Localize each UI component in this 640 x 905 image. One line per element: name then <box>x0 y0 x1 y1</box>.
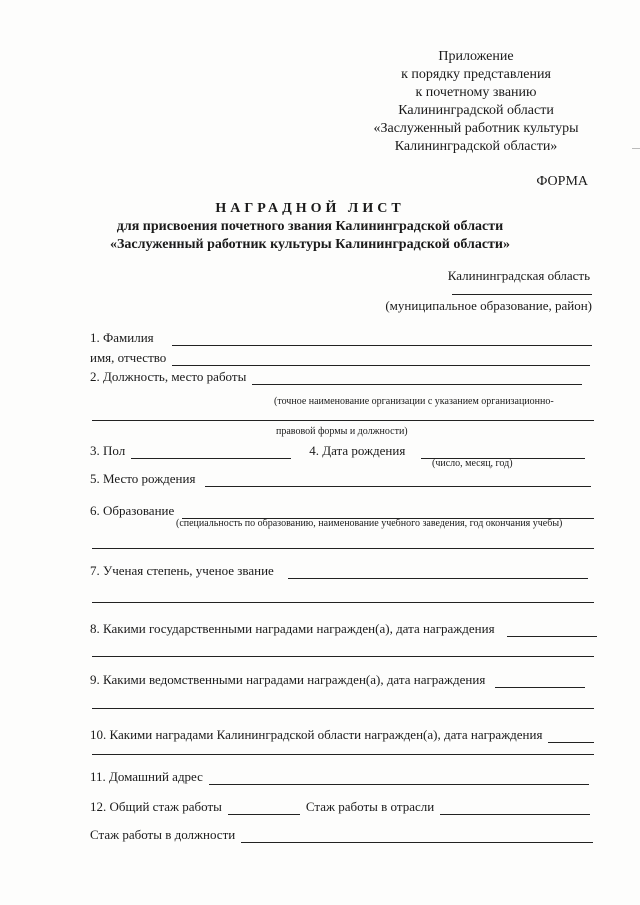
degree-field-2[interactable] <box>92 602 594 603</box>
region-hint: (муниципальное образование, район) <box>385 298 592 313</box>
title-main: НАГРАДНОЙ ЛИСТ <box>215 201 405 216</box>
position-field-2[interactable] <box>92 420 594 421</box>
name-row <box>90 350 590 366</box>
degree-field[interactable] <box>288 566 588 579</box>
departmental-awards-field[interactable] <box>495 675 585 688</box>
departmental-awards-label: 9. Какими ведомственными наградами награжден(а), дата награждения <box>90 672 486 687</box>
position-experience-label: Стаж работы в должности <box>90 827 236 842</box>
education-label: 6. Образование <box>90 503 175 518</box>
position-experience-field[interactable] <box>241 830 593 843</box>
departmental-awards-row <box>90 672 585 688</box>
name-field[interactable] <box>172 353 590 366</box>
position-experience-row <box>90 827 593 843</box>
regional-awards-field[interactable] <box>548 730 594 743</box>
gender-field[interactable] <box>131 446 291 459</box>
appendix-line: «Заслуженный работник культуры <box>373 121 579 136</box>
appendix-line: к порядку представления <box>401 67 551 82</box>
state-awards-label: 8. Какими государственными наградами награжден(а), дата награждения <box>90 621 495 636</box>
title-subtitle-2: «Заслуженный работник культуры Калининградской области» <box>110 237 510 252</box>
position-field[interactable] <box>252 372 582 385</box>
appendix-line: Калининградской области» <box>394 139 558 154</box>
position-label: 2. Должность, место работы <box>90 369 247 384</box>
name-label: имя, отчество <box>90 350 167 365</box>
home-address-row <box>90 769 589 785</box>
birth-date-label: 4. Дата рождения <box>309 443 406 458</box>
birth-place-field[interactable] <box>205 474 591 487</box>
document-title <box>60 200 560 254</box>
appendix-line: Приложение <box>438 49 514 64</box>
scan-edge-mark <box>632 148 640 149</box>
degree-row <box>90 563 588 579</box>
surname-field[interactable] <box>172 333 592 346</box>
regional-awards-label: 10. Какими наградами Калининградской области награжден(а), дата награждения <box>90 727 543 742</box>
surname-label: 1. Фамилия <box>90 330 154 345</box>
degree-label: 7. Ученая степень, ученое звание <box>90 563 274 578</box>
education-hint: (специальность по образованию, наименование учебного заведения, год окончания учебы) <box>176 518 563 529</box>
region-input-line[interactable] <box>452 294 592 295</box>
gender-birthdate-row <box>90 443 585 459</box>
education-field-2[interactable] <box>92 548 594 549</box>
state-awards-field-2[interactable] <box>92 656 594 657</box>
title-subtitle: для присвоения почетного звания Калининградской области <box>116 219 504 234</box>
gender-label: 3. Пол <box>90 443 126 458</box>
appendix-line: к почетному званию <box>415 85 537 100</box>
form-label: ФОРМА <box>536 174 588 189</box>
region-name: Калининградская область <box>447 268 590 283</box>
state-awards-row <box>90 621 597 637</box>
industry-experience-label: Стаж работы в отрасли <box>305 799 435 814</box>
regional-awards-row <box>90 727 594 743</box>
birth-date-hint: (число, месяц, год) <box>432 458 513 469</box>
total-experience-label: 12. Общий стаж работы <box>90 799 222 814</box>
departmental-awards-field-2[interactable] <box>92 708 594 709</box>
birth-place-label: 5. Место рождения <box>90 471 196 486</box>
state-awards-field[interactable] <box>507 624 597 637</box>
home-address-field[interactable] <box>209 772 589 785</box>
appendix-line: Калининградской области <box>398 103 554 118</box>
position-hint: (точное наименование организации с указанием организационно- <box>274 396 554 407</box>
position-row <box>90 369 582 385</box>
surname-row <box>90 330 592 346</box>
regional-awards-field-2[interactable] <box>92 754 594 755</box>
birth-place-row <box>90 471 591 487</box>
experience-row <box>90 799 590 815</box>
total-experience-field[interactable] <box>228 802 300 815</box>
home-address-label: 11. Домашний адрес <box>90 769 203 784</box>
position-hint-2: правовой формы и должности) <box>276 426 408 437</box>
education-row <box>90 503 594 519</box>
industry-experience-field[interactable] <box>440 802 590 815</box>
appendix-header <box>340 48 612 156</box>
